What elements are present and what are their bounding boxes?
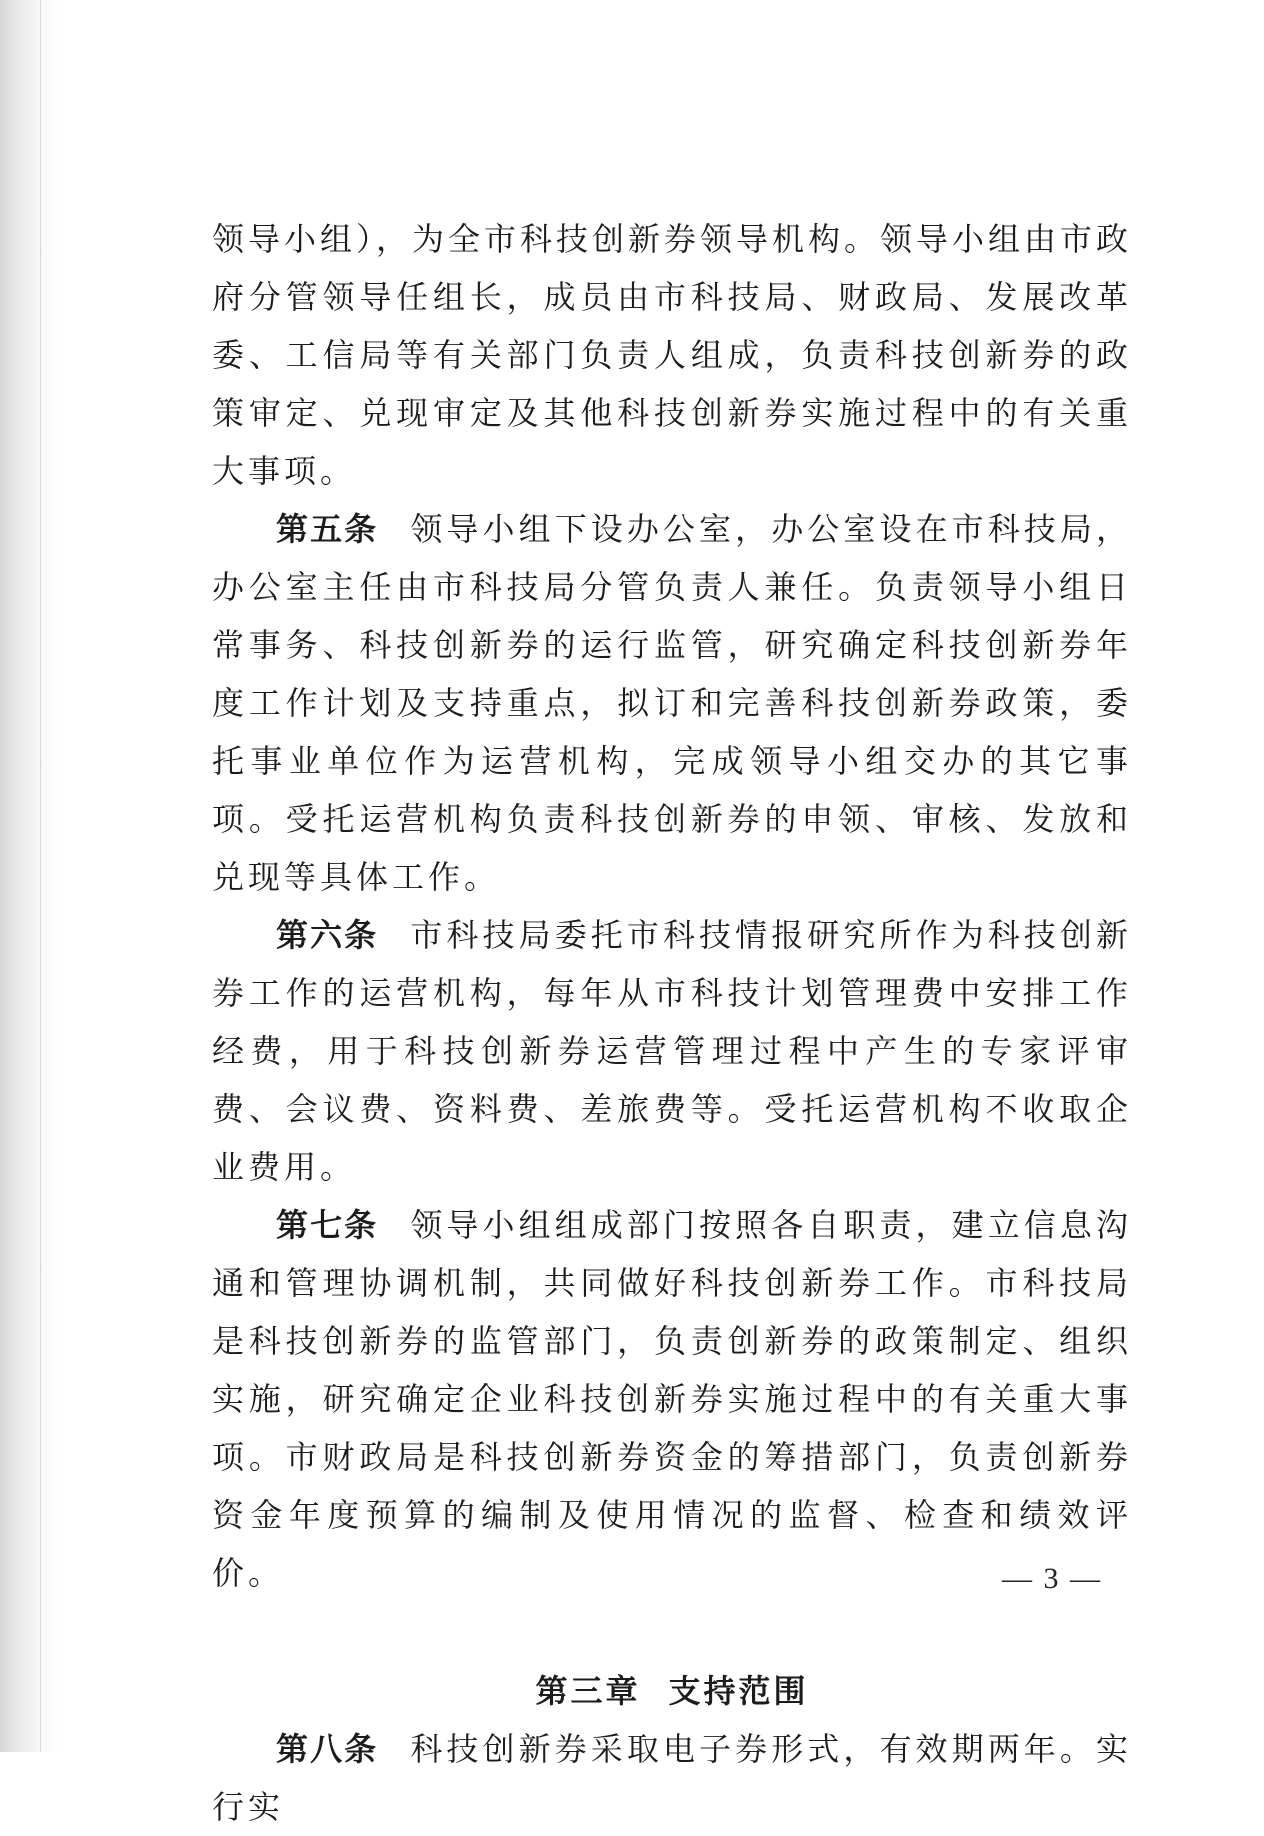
article-eight <box>212 1720 1132 1836</box>
article-text: 科技创新券采取电子券形式，有效期两年。实行实 <box>212 1730 1132 1826</box>
article-label: 第八条 <box>276 1730 379 1768</box>
article-label: 第七条 <box>276 1206 379 1244</box>
chapter-number: 第三章 <box>535 1672 641 1710</box>
scan-binding-line <box>40 0 41 1752</box>
chapter-heading <box>212 1662 1132 1720</box>
paragraph-continuation <box>212 210 1132 500</box>
article-label: 第六条 <box>276 916 379 954</box>
paragraph-text: 领导小组），为全市科技创新券领导机构。领导小组由市政府分管领导任组长，成员由市科技局、财政局、发展改革委、工信局等有关部门负责人组成，负责科技创新券的政策审定、兑现审定及其他科技创新券实施过程中的有关重大事项。 <box>212 220 1133 490</box>
page-number: — 3 — <box>1002 1562 1102 1595</box>
article-seven <box>212 1196 1132 1602</box>
article-five <box>212 500 1132 906</box>
article-text: 领导小组组成部门按照各自职责，建立信息沟通和管理协调机制，共同做好科技创新券工作。市科技局是科技创新券的监管部门，负责创新券的政策制定、组织实施，研究确定企业科技创新券实施过程中的有关重大事项。市财政局是科技创新券资金的筹措部门，负责创新券资金年度预算的编制及使用情况的监督、检查和绩效评价。 <box>212 1206 1132 1592</box>
scan-binding-shadow <box>0 0 38 1752</box>
article-text: 市科技局委托市科技情报研究所作为科技创新券工作的运营机构，每年从市科技计划管理费中安排工作经费，用于科技创新券运营管理过程中产生的专家评审费、会议费、资料费、差旅费等。受托运营机构不收取企业费用。 <box>212 916 1132 1186</box>
chapter-title: 支持范围 <box>668 1672 809 1710</box>
article-text: 领导小组下设办公室，办公室设在市科技局，办公室主任由市科技局分管负责人兼任。负责领导小组日常事务、科技创新券的运行监管，研究确定科技创新券年度工作计划及支持重点，拟订和完善科技创新券政策，委托事业单位作为运营机构，完成领导小组交办的其它事项。受托运营机构负责科技创新券的申领、审核、发放和兑现等具体工作。 <box>212 510 1132 896</box>
article-label: 第五条 <box>276 510 379 548</box>
document-body <box>212 210 1132 1836</box>
article-six <box>212 906 1132 1196</box>
